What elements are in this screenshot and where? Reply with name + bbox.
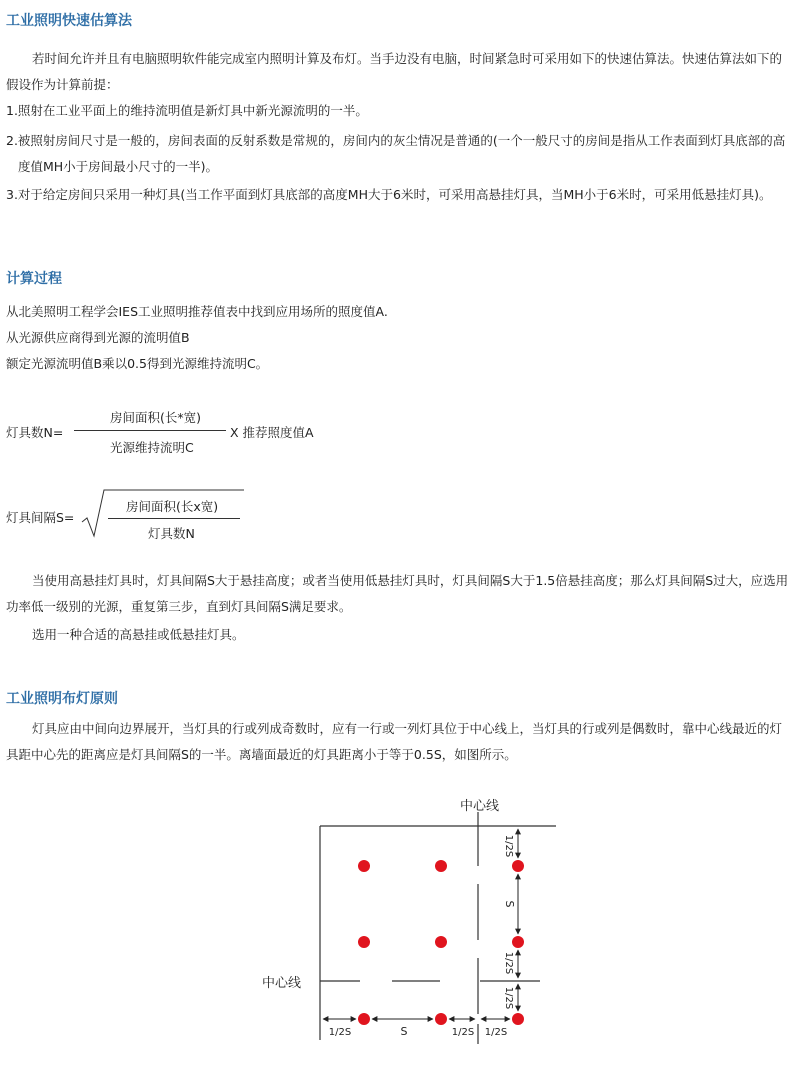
- section-title-quick-estimate: 工业照明快速估算法: [6, 13, 132, 29]
- half-s-label-left: 1/2S: [328, 1027, 352, 1038]
- half-s-label-right: 1/2S: [484, 1027, 508, 1038]
- formula-s-fraction-bar: [108, 518, 240, 519]
- lamp-layout-diagram: [0, 780, 800, 1080]
- lamp-dot: [358, 1013, 370, 1025]
- s-label-horizontal: S: [400, 1025, 408, 1038]
- assumption-item-1: 1.照射在工业平面上的维持流明值是新灯具中新光源流明的一半。: [6, 103, 368, 118]
- calc-step-2: 从光源供应商得到光源的流明值B: [6, 330, 190, 345]
- lamp-dot: [435, 860, 447, 872]
- formula-s-denominator: 灯具数N: [148, 526, 195, 541]
- assumption-item-3: 3.对于给定房间只采用一种灯具(当工作平面到灯具底部的高度MH大于6米时，可采用高悬挂灯具，当MH小于6米时，可采用低悬挂灯具)。: [6, 187, 772, 202]
- lamp-dot: [358, 860, 370, 872]
- section-title-layout-principle: 工业照明布灯原则: [6, 691, 118, 707]
- formula-n-numerator: 房间面积(长*宽): [110, 410, 202, 425]
- assumption-item-2: 2.被照射房间尺寸是一般的，房间表面的反射系数是常规的，房间内的灰尘情况是普通的(一个一般尺寸的房间是指从工作表面到灯具底部的高度值MH小于房间最小尺寸的一半)。: [6, 133, 786, 174]
- calc-step-1: 从北美照明工程学会IES工业照明推荐值表中找到应用场所的照度值A.: [6, 304, 388, 319]
- lamp-dot: [512, 1013, 524, 1025]
- layout-principle-paragraph: 灯具应由中间向边界展开，当灯具的行或列成奇数时，应有一行或一列灯具位于中心线上，当灯具的行或列是偶数时，靠中心线最近的灯具距中心先的距离应是灯具间隔S的一半。离墙面最近的灯具距离小于等于0.5S，如图所示。: [6, 721, 783, 762]
- half-s-label-bottom: 1/2S: [503, 986, 514, 1010]
- lamp-dot: [435, 936, 447, 948]
- calc-step-3: 额定光源流明值B乘以0.5得到光源维持流明C。: [6, 356, 269, 371]
- section-title-calculation: 计算过程: [6, 271, 62, 287]
- lamp-dot: [512, 860, 524, 872]
- half-s-label-mid: 1/2S: [451, 1027, 475, 1038]
- lamp-dot: [435, 1013, 447, 1025]
- centerline-top-label: 中心线: [460, 799, 500, 814]
- spacing-rule-paragraph: 当使用高悬挂灯具时，灯具间隔S大于悬挂高度；或者当使用低悬挂灯具时，灯具间隔S大于1.5倍悬挂高度；那么灯具间隔S过大，应选用功率低一级别的光源，重复第三步，直到灯具间隔S满足要求。: [6, 573, 789, 614]
- half-s-label-center: 1/2S: [503, 951, 514, 975]
- formula-s-numerator: 房间面积(长x宽): [126, 499, 219, 514]
- choose-fixture-paragraph: 选用一种合适的高悬挂或低悬挂灯具。: [32, 627, 245, 642]
- formula-n-fraction-bar: [74, 430, 226, 431]
- lamp-dot: [358, 936, 370, 948]
- intro-paragraph: 若时间允许并且有电脑照明软件能完成室内照明计算及布灯。当手边没有电脑，时间紧急时可采用如下的快速估算法。快速估算法如下的假设作为计算前提：: [6, 51, 783, 92]
- lamp-dot: [512, 936, 524, 948]
- centerline-left-label: 中心线: [262, 976, 302, 991]
- s-label-vertical: S: [503, 900, 516, 908]
- formula-n-label: 灯具数N=: [6, 425, 64, 440]
- half-s-label-top: 1/2S: [503, 834, 514, 858]
- formula-s-label: 灯具间隔S=: [6, 510, 75, 525]
- formula-n-denominator: 光源维持流明C: [110, 440, 194, 455]
- formula-n-suffix: X 推荐照度值A: [230, 425, 314, 440]
